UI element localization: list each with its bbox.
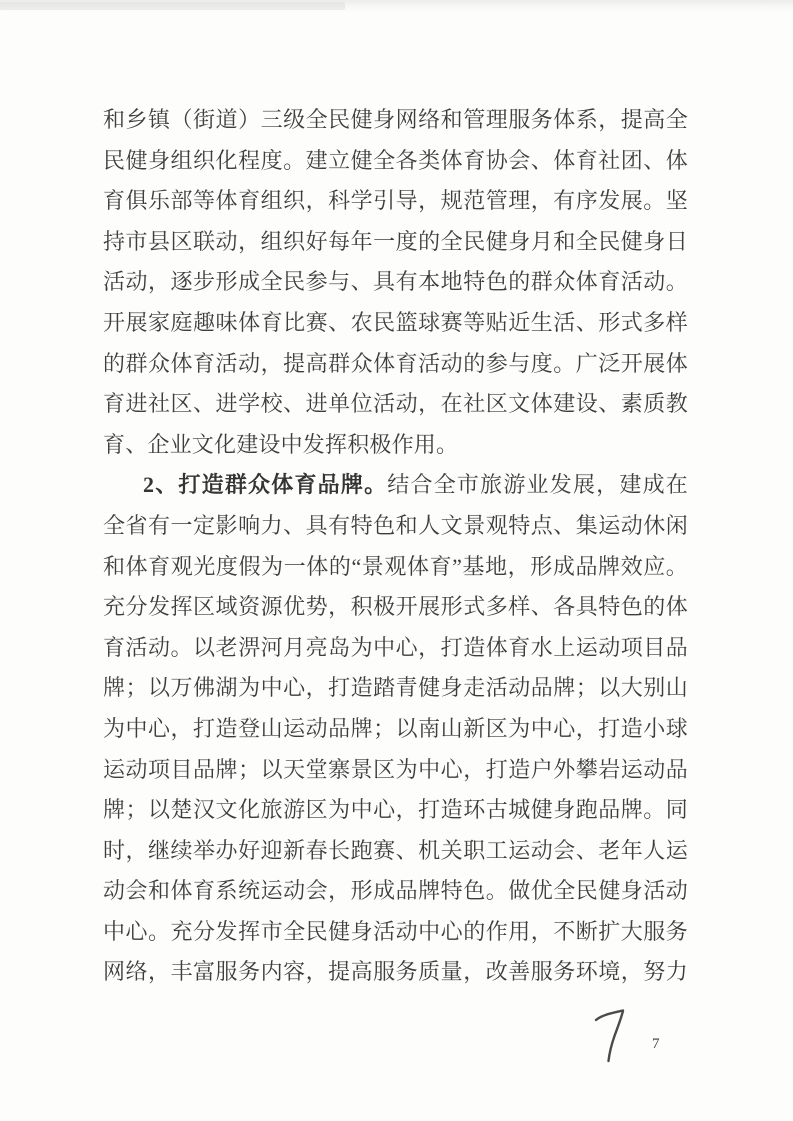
text-line: 活动，逐步形成全民参与、具有本地特色的群众体育活动。 (103, 269, 688, 295)
text-line: 育进社区、进学校、进单位活动，在社区文体建设、素质教 (103, 391, 688, 417)
text-line: 育活动。以老淠河月亮岛为中心，打造体育水上运动项目品 (103, 634, 688, 660)
text-line: 网络，丰富服务内容，提高服务质量，改善服务环境，努力 (103, 959, 688, 985)
text-line: 动会和体育系统运动会，形成品牌特色。做优全民健身活动 (103, 878, 688, 904)
text-line: 育俱乐部等体育组织，科学引导，规范管理，有序发展。坚 (103, 188, 688, 214)
scan-edge-artifact-dark (0, 2, 345, 10)
text-line: 充分发挥区域资源优势，积极开展形式多样、各具特色的体 (103, 594, 688, 620)
text-line: 中心。充分发挥市全民健身活动中心的作用，不断扩大服务 (103, 918, 688, 944)
text-line: 牌；以楚汉文化旅游区为中心，打造环古城健身跑品牌。同 (103, 797, 688, 823)
text-line: 时，继续举办好迎新春长跑赛、机关职工运动会、老年人运 (103, 837, 688, 863)
text-line: 和体育观光度假为一体的“景观体育”基地，形成品牌效应。 (103, 553, 688, 579)
text-block (103, 100, 688, 993)
page-number: 7 (652, 1036, 660, 1052)
handwritten-seven-stroke (596, 1011, 623, 1062)
text-line: 开展家庭趣味体育比赛、农民篮球赛等贴近生活、形式多样 (103, 309, 688, 335)
text-line (103, 465, 688, 506)
text-line: 持市县区联动，组织好每年一度的全民健身月和全民健身日 (103, 228, 688, 254)
text-line: 育、企业文化建设中发挥积极作用。 (103, 431, 459, 457)
paragraph-heading: 2、打造群众体育品牌。 (143, 472, 388, 498)
text-line: 的群众体育活动，提高群众体育活动的参与度。广泛开展体 (103, 350, 688, 376)
text-line: 全省有一定影响力、具有特色和人文景观特点、集运动休闲 (103, 512, 688, 538)
text-line: 为中心，打造登山运动品牌；以南山新区为中心，打造小球 (103, 715, 688, 741)
text-line: 民健身组织化程度。建立健全各类体育协会、体育社团、体 (103, 147, 688, 173)
text-line: 牌；以万佛湖为中心，打造踏青健身走活动品牌；以大别山 (103, 675, 688, 701)
handwritten-seven-annotation (592, 1003, 638, 1067)
text-line: 和乡镇（街道）三级全民健身网络和管理服务体系，提高全 (103, 107, 688, 132)
line-text: 结合全市旅游业发展，建成在 (387, 472, 688, 498)
text-line: 运动项目品牌；以天堂寨景区为中心，打造户外攀岩运动品 (103, 756, 688, 782)
